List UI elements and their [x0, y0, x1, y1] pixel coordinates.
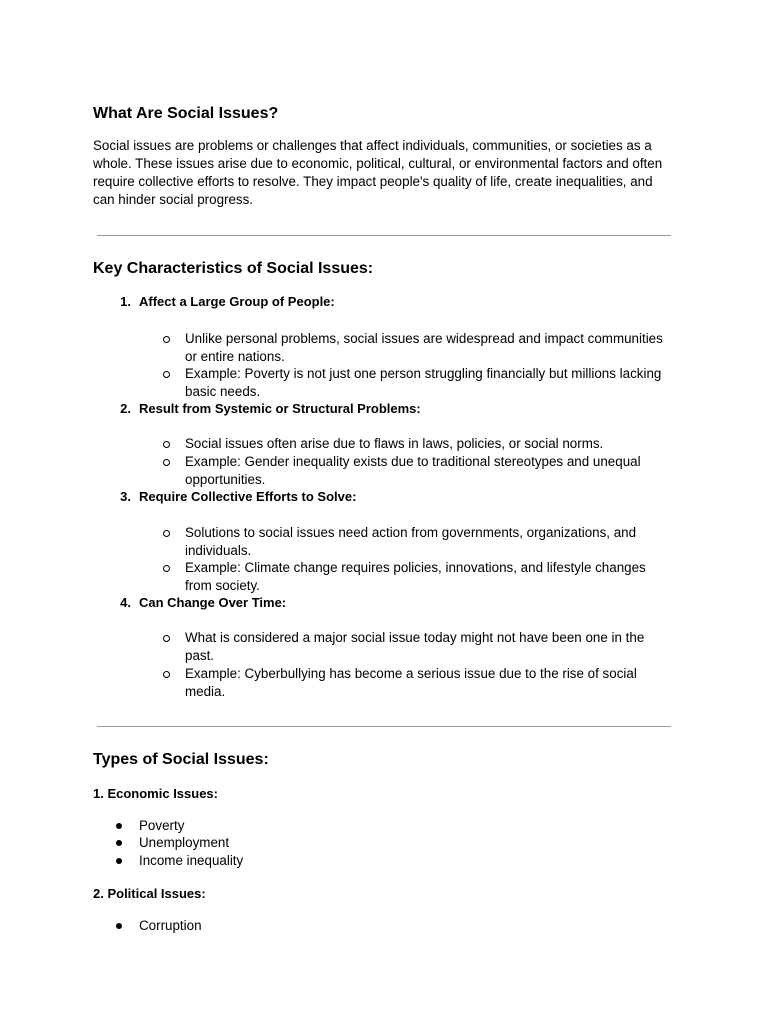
hollow-bullet-icon — [163, 336, 170, 343]
sub-item-text: Example: Cyberbullying has become a serious issue due to the rise of social media. — [185, 666, 637, 699]
horizontal-divider — [97, 726, 671, 727]
item-number: 1. — [120, 294, 131, 309]
sub-item-text: Example: Gender inequality exists due to traditional stereotypes and unequal opportunities. — [185, 454, 641, 487]
hollow-bullet-icon — [163, 565, 170, 572]
hollow-bullet-icon — [163, 441, 170, 448]
sub-item-text: Example: Climate change requires policies, innovations, and lifestyle changes from society. — [185, 560, 646, 593]
sub-item-text: What is considered a major social issue today might not have been one in the past. — [185, 630, 645, 663]
economic-issues-heading: 1. Economic Issues: — [93, 786, 218, 801]
sub-item-text: Solutions to social issues need action from governments, organizations, and individuals. — [185, 525, 637, 558]
intro-paragraph: Social issues are problems or challenges that affect individuals, communities, or societies as a whole. These issues arise due to economic, political, cultural, or environmental factors and often require collective efforts to resolve. They impact people's quality of life, create inequalities, and can hinder social progress. — [93, 138, 663, 207]
bullet-icon — [116, 840, 122, 846]
bullet-icon — [116, 823, 122, 829]
hollow-bullet-icon — [163, 371, 170, 378]
list-item-text: Unemployment — [139, 835, 230, 850]
item-label: Can Change Over Time: — [139, 595, 287, 610]
item-number: 2. — [120, 401, 131, 416]
list-item-text: Corruption — [139, 918, 202, 933]
hollow-bullet-icon — [163, 530, 170, 537]
item-label: Affect a Large Group of People: — [139, 294, 335, 309]
bullet-icon — [116, 923, 122, 929]
bullet-icon — [116, 858, 122, 864]
sub-item-text: Social issues often arise due to flaws in laws, policies, or social norms. — [185, 436, 604, 451]
sub-item-text: Example: Poverty is not just one person struggling financially but millions lacking basic needs. — [185, 366, 662, 399]
item-number: 4. — [120, 595, 131, 610]
heading-what-are-social-issues: What Are Social Issues? — [93, 105, 279, 122]
hollow-bullet-icon — [163, 635, 170, 642]
item-label: Result from Systemic or Structural Problems: — [139, 401, 421, 416]
list-item-text: Income inequality — [139, 853, 244, 868]
hollow-bullet-icon — [163, 459, 170, 466]
hollow-bullet-icon — [163, 671, 170, 678]
heading-types-of-social-issues: Types of Social Issues: — [93, 751, 269, 768]
item-label: Require Collective Efforts to Solve: — [139, 489, 357, 504]
item-number: 3. — [120, 489, 131, 504]
list-item-text: Poverty — [139, 818, 185, 833]
horizontal-divider — [97, 235, 671, 236]
heading-key-characteristics: Key Characteristics of Social Issues: — [93, 260, 374, 277]
political-issues-heading: 2. Political Issues: — [93, 886, 206, 901]
sub-item-text: Unlike personal problems, social issues are widespread and impact communities or entire nations. — [185, 331, 663, 364]
